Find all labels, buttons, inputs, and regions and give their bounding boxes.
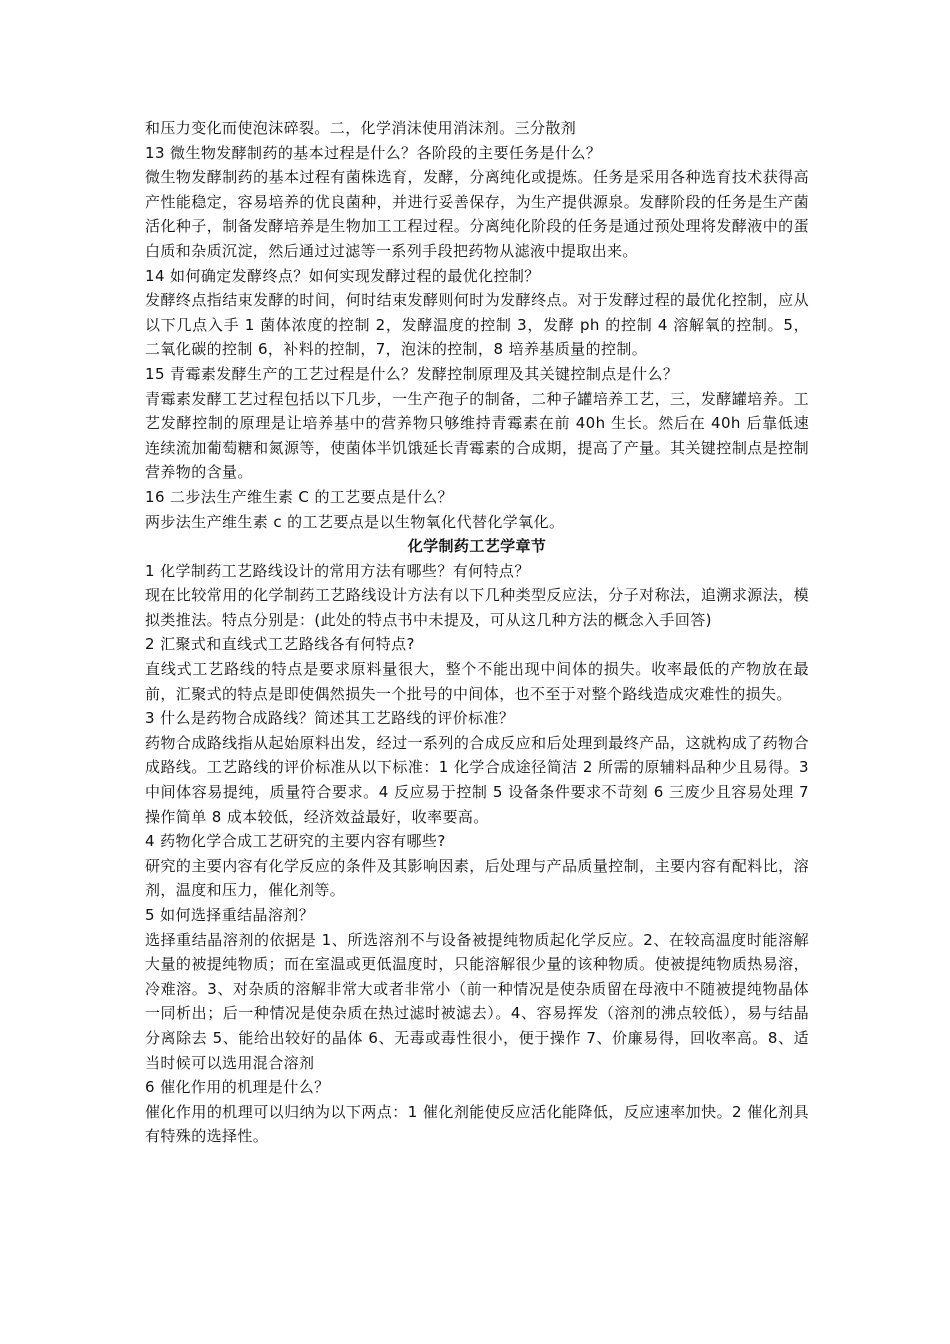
question-5: 5 如何选择重结晶溶剂？ [145,906,315,924]
answer-5: 选择重结晶溶剂的依据是 1、所选溶剂不与设备被提纯物质起化学反应。2、在较高温度时能溶解大量的被提纯物质；而在室温或更低温度时，只能溶解很少量的该种物质。使被提纯物质热易溶，冷难溶。3、对杂质的溶解非常大或者非常小（前一种情况是使杂质留在母液中不随被提纯物晶体一同析出；后一种情况是使杂质在热过滤时被滤去）。4、容易挥发（溶剂的沸点较低），易与结晶分离除去 5、能给出较好的晶体 6、无毒或毒性很小，便于操作 7、价廉易得，回收率高。8、适当时候可以选用混合溶剂 [145,930,809,1072]
answer-14: 发酵终点指结束发酵的时间，何时结束发酵则何时为发酵终点。对于发酵过程的最优化控制，应从以下几点入手 1 菌体浓度的控制 2，发酵温度的控制 3，发酵 ph 的控制 4 溶解氧的控制。5，二氧化碳的控制 6，补料的控制，7，泡沫的控制，8 培养基质量的控制。 [145,291,809,359]
answer-13: 微生物发酵制药的基本过程有菌株选育，发酵，分离纯化或提炼。任务是采用各种选育技术获得高产性能稳定，容易培养的优良菌种，并进行妥善保存，为生产提供源泉。发酵阶段的任务是生产菌活化种子，制备发酵培养是生物加工工程过程。分离纯化阶段的任务是通过预处理将发酵液中的蛋白质和杂质沉淀，然后通过过滤等一系列手段把药物从滤液中提取出来。 [145,168,809,260]
question-1: 1 化学制药工艺路线设计的常用方法有哪些？有何特点？ [145,561,530,580]
question-6: 6 催化作用的机理是什么？ [145,1078,330,1097]
answer-16: 两步法生产维生素 c 的工艺要点是以生物氧化代替化学氧化。 [145,512,565,531]
answer-15: 青霉素发酵工艺过程包括以下几步，一生产孢子的制备，二种子罐培养工艺，三，发酵罐培养。工艺发酵控制的原理是让培养基中的营养物只够维持青霉素在前 40h 生长。然后在 40h 后靠低速连续流加葡萄糖和氮源等，使菌体半饥饿延长青霉素的合成期，提高了产量。其关键控制点是控制营养物的含量。 [145,389,809,482]
question-13: 13 微生物发酵制药的基本过程是什么？各阶段的主要任务是什么？ [145,143,602,162]
document-page [145,116,809,1149]
answer-1: 现在比较常用的化学制药工艺路线设计方法有以下几种类型反应法，分子对称法，追溯求源法，模拟类推法。特点分别是：(此处的特点书中未提及，可从这几种方法的概念入手回答) [145,586,809,629]
question-16: 16 二步法生产维生素 C 的工艺要点是什么？ [145,487,454,506]
question-3: 3 什么是药物合成路线？简述其工艺路线的评价标准？ [145,709,515,728]
answer-2: 直线式工艺路线的特点是要求原料量很大，整个不能出现中间体的损失。收率最低的产物放在最前，汇聚式的特点是即使偶然损失一个批号的中间体，也不至于对整个路线造成灾难性的损失。 [145,660,809,703]
paragraph-continuation: 和压力变化而使泡沫碎裂。二，化学消沫使用消沫剂。三分散剂 [145,119,577,137]
question-2: 2 汇聚式和直线式工艺路线各有何特点? [145,635,415,654]
question-14: 14 如何确定发酵终点？如何实现发酵过程的最优化控制？ [145,266,540,285]
chapter-heading: 化学制药工艺学章节 [407,537,547,556]
answer-3: 药物合成路线指从起始原料出发，经过一系列的合成反应和后处理到最终产品，这就构成了药物合成路线。工艺路线的评价标准从以下标准：1 化学合成途径简洁 2 所需的原辅料品种少且易得。3 中间体容易提纯，质量符合要求。4 反应易于控制 5 设备条件要求不苛刻 6 三废少且容易处理 7 操作简单 8 成本较低，经济效益最好，收率要高。 [145,733,809,826]
answer-4: 研究的主要内容有化学反应的条件及其影响因素，后处理与产品质量控制，主要内容有配料比，溶剂，温度和压力，催化剂等。 [145,856,809,900]
question-4: 4 药物化学合成工艺研究的主要内容有哪些? [145,832,446,851]
answer-6: 催化作用的机理可以归纳为以下两点：1 催化剂能使反应活化能降低，反应速率加快。2 催化剂具有特殊的选择性。 [145,1102,809,1146]
question-15: 15 青霉素发酵生产的工艺过程是什么？发酵控制原理及其关键控制点是什么？ [145,364,679,383]
